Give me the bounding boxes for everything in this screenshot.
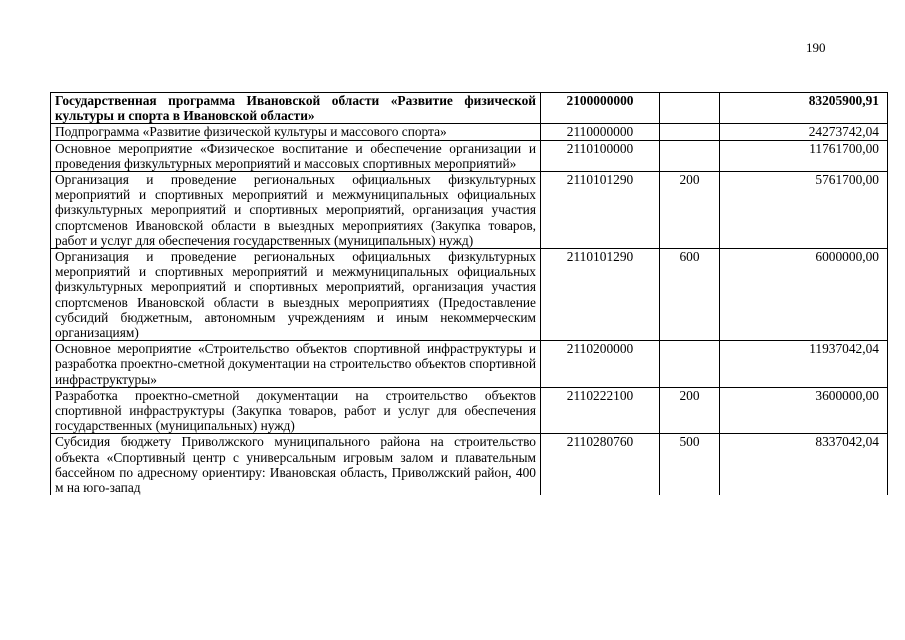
row-name: Основное мероприятие «Физическое воспитание и обеспечение организации и проведения физкультурных мероприятий и массовых спортивных мероприятий» xyxy=(51,140,541,171)
row-expense-type: 200 xyxy=(660,387,720,434)
table-row xyxy=(51,172,888,249)
table-row xyxy=(51,434,888,495)
row-code: 2110200000 xyxy=(541,341,660,388)
row-code: 2110000000 xyxy=(541,124,660,140)
row-name: Государственная программа Ивановской области «Развитие физической культуры и спорта в Ивановской области» xyxy=(51,93,541,124)
row-code: 2110101290 xyxy=(541,172,660,249)
row-name: Субсидия бюджету Приволжского муниципального района на строительство объекта «Спортивный центр с универсальным игровым залом и плавательным бассейном по адресному ориентиру: Ивановская область, Приволжский район, 400 м на юго-запад xyxy=(51,434,541,495)
row-amount: 11937042,04 xyxy=(720,341,888,388)
row-name: Подпрограмма «Развитие физической культуры и массового спорта» xyxy=(51,124,541,140)
row-code: 2110101290 xyxy=(541,249,660,341)
row-amount: 83205900,91 xyxy=(720,93,888,124)
row-expense-type: 200 xyxy=(660,172,720,249)
row-name: Организация и проведение региональных официальных физкультурных мероприятий и спортивных мероприятий и межмуниципальных официальных физкультурных мероприятий и спортивных мероприятий, организация участия спортсменов Ивановской области в выездных мероприятиях (Закупка товаров, работ и услуг для обеспечения государственных (муниципальных) нужд) xyxy=(51,172,541,249)
table-row xyxy=(51,249,888,341)
row-amount: 8337042,04 xyxy=(720,434,888,495)
table-row xyxy=(51,93,888,124)
row-code: 2100000000 xyxy=(541,93,660,124)
row-amount: 5761700,00 xyxy=(720,172,888,249)
row-amount: 11761700,00 xyxy=(720,140,888,171)
page-number: 190 xyxy=(806,40,826,55)
row-name: Основное мероприятие «Строительство объектов спортивной инфраструктуры и разработка проектно-сметной документации на строительство объектов спортивной инфраструктуры» xyxy=(51,341,541,388)
row-name: Разработка проектно-сметной документации на строительство объектов спортивной инфраструктуры (Закупка товаров, работ и услуг для обеспечения государственных (муниципальных) нужд) xyxy=(51,387,541,434)
row-expense-type: 500 xyxy=(660,434,720,495)
row-code: 2110222100 xyxy=(541,387,660,434)
budget-table xyxy=(50,92,888,495)
row-amount: 24273742,04 xyxy=(720,124,888,140)
table-row xyxy=(51,387,888,434)
row-amount: 6000000,00 xyxy=(720,249,888,341)
row-amount: 3600000,00 xyxy=(720,387,888,434)
row-expense-type xyxy=(660,93,720,124)
table-row xyxy=(51,140,888,171)
table-row xyxy=(51,341,888,388)
row-code: 2110100000 xyxy=(541,140,660,171)
table-row xyxy=(51,124,888,140)
row-expense-type xyxy=(660,140,720,171)
row-name: Организация и проведение региональных официальных физкультурных мероприятий и спортивных мероприятий и межмуниципальных официальных физкультурных мероприятий и спортивных мероприятий, организация участия спортсменов Ивановской области в выездных мероприятиях (Предоставление субсидий бюджетным, автономным учреждениям и иным некоммерческим организациям) xyxy=(51,249,541,341)
row-expense-type: 600 xyxy=(660,249,720,341)
row-expense-type xyxy=(660,341,720,388)
row-expense-type xyxy=(660,124,720,140)
row-code: 2110280760 xyxy=(541,434,660,495)
